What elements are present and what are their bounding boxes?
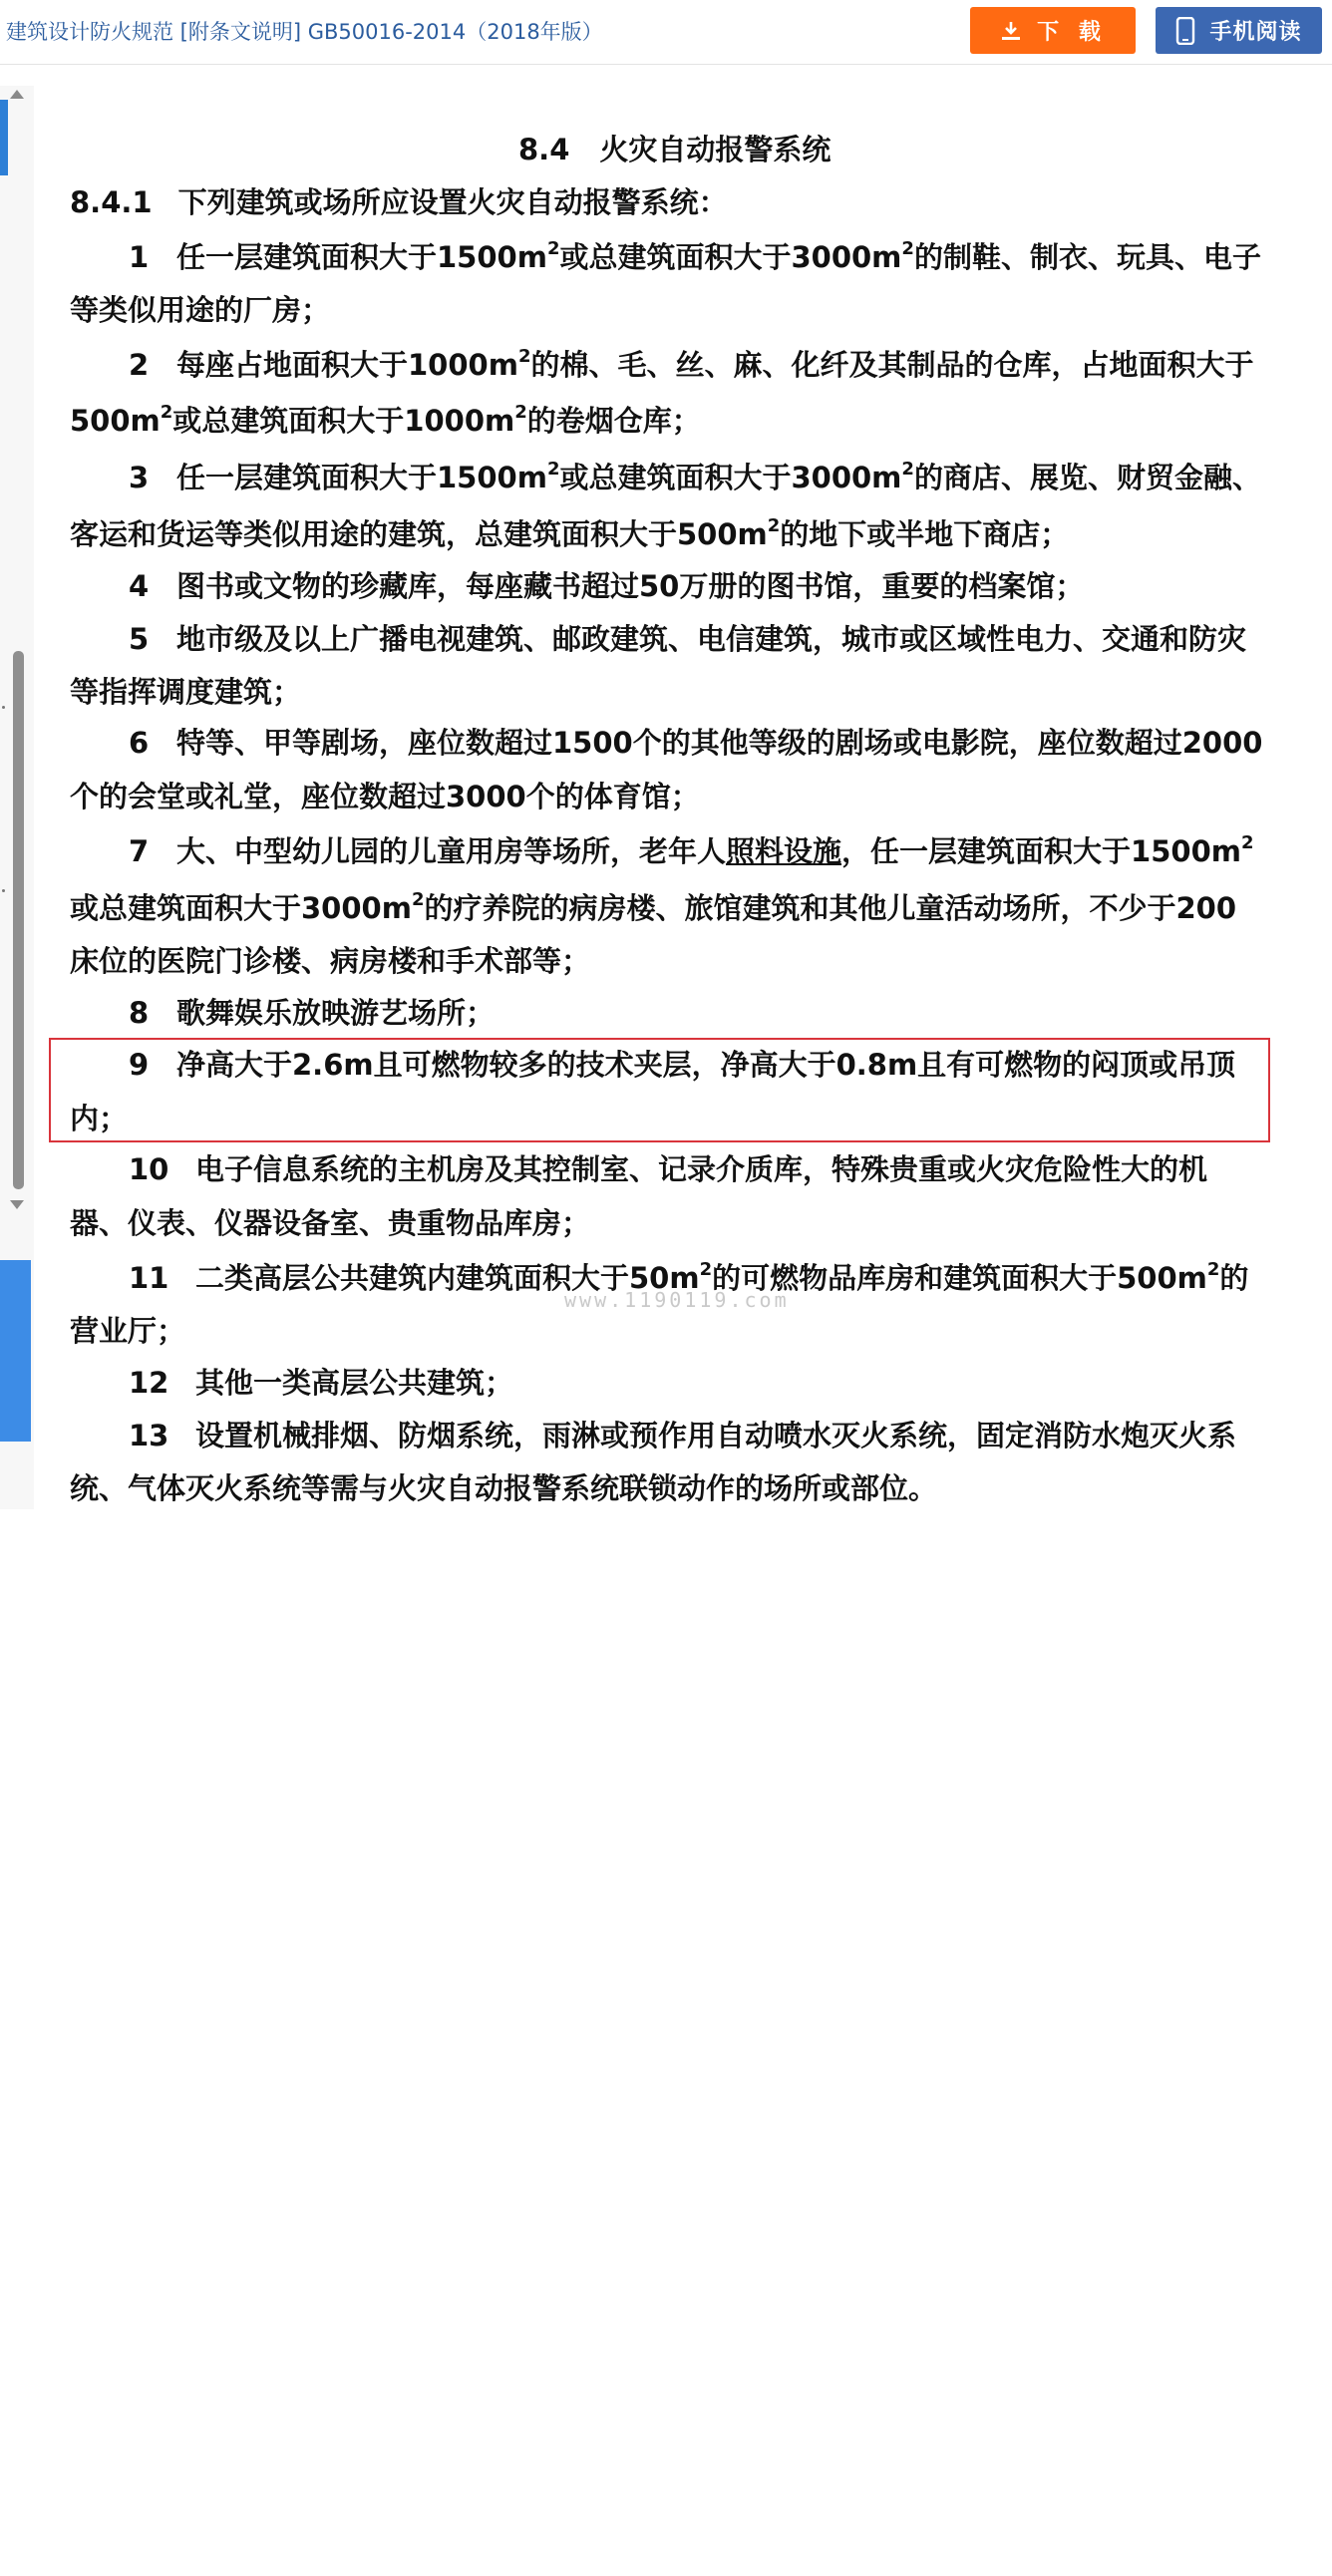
item-5-line-2: 等指挥调度建筑； <box>70 675 302 709</box>
item-text: 或总建筑面积大于3000m <box>70 891 412 925</box>
item-text: 的制鞋、制衣、玩具、电子 <box>913 240 1261 274</box>
item-number: 2 <box>129 348 150 382</box>
item-number: 5 <box>129 622 150 656</box>
item-number: 11 <box>129 1261 169 1295</box>
superscript: 2 <box>699 1259 713 1281</box>
item-text: 图书或文物的珍藏库，每座藏书超过50万册的图书馆，重要的档案馆； <box>176 569 1085 603</box>
superscript: 2 <box>160 402 173 424</box>
item-text: ，任一层建筑面积大于1500m <box>841 834 1241 868</box>
item-10-line-2: 器、仪表、仪器设备室、贵重物品库房； <box>70 1206 591 1240</box>
item-text: 的棉、毛、丝、麻、化纤及其制品的仓库，占地面积大于 <box>530 348 1254 382</box>
care-facility-link[interactable]: 照料设施 <box>726 834 842 868</box>
item-text: 任一层建筑面积大于1500m <box>176 240 547 274</box>
section-title: 火灾自动报警系统 <box>599 133 832 166</box>
clause-text: 下列建筑或场所应设置火灾自动报警系统： <box>177 185 728 219</box>
section-number: 8.4 <box>518 133 570 166</box>
item-number: 9 <box>129 1048 150 1082</box>
superscript: 2 <box>901 238 914 260</box>
clause-heading <box>70 180 728 221</box>
item-number: 4 <box>129 569 150 603</box>
item-7-line-3: 床位的医院门诊楼、病房楼和手术部等； <box>70 944 591 978</box>
item-number: 7 <box>129 834 150 868</box>
item-number: 12 <box>129 1366 169 1400</box>
item-7-line-1 <box>129 831 1254 871</box>
item-text: 歌舞娱乐放映游艺场所； <box>176 996 496 1030</box>
menu-icon <box>4 2554 9 2576</box>
item-text: 大、中型幼儿园的儿童用房等场所，老年人 <box>176 834 727 868</box>
superscript: 2 <box>1240 832 1254 854</box>
item-text: 设置机械排烟、防烟系统，雨淋或预作用自动喷水灭火系统，固定消防水炮灭火系 <box>195 1419 1237 1452</box>
item-6-line-2: 个的会堂或礼堂，座位数超过3000个的体育馆； <box>70 780 700 813</box>
superscript: 2 <box>546 238 560 260</box>
item-11-line-2: 营业厅； <box>70 1314 186 1348</box>
superscript: 2 <box>546 459 560 481</box>
item-text: 的地下或半地下商店； <box>780 517 1070 551</box>
document-title: 建筑设计防火规范 [附条文说明] GB50016-2014（2018年版） <box>6 20 603 44</box>
item-13-line-1 <box>129 1416 1236 1455</box>
superscript: 2 <box>767 515 781 537</box>
item-text: 500m <box>70 404 161 438</box>
item-1-line-2: 等类似用途的厂房； <box>70 293 331 327</box>
item-2-line-2 <box>70 401 701 441</box>
item-9-line-2: 内； <box>70 1102 129 1135</box>
superscript: 2 <box>517 346 531 368</box>
item-text: 的疗养院的病房楼、旅馆建筑和其他儿童活动场所，不少于200 <box>424 891 1237 925</box>
item-1-line-1 <box>129 237 1261 277</box>
item-text: 电子信息系统的主机房及其控制室、记录介质库，特殊贵重或火灾危险性大的机 <box>195 1152 1208 1186</box>
item-10-line-1 <box>129 1149 1207 1189</box>
section-heading <box>518 128 831 168</box>
item-text: 特等、甲等剧场，座位数超过1500个的其他等级的剧场或电影院，座位数超过2000 <box>176 726 1263 760</box>
item-number: 13 <box>129 1419 169 1452</box>
item-text: 或总建筑面积大于3000m <box>559 461 902 494</box>
item-number: 8 <box>129 996 150 1030</box>
download-label: 下 载 <box>1037 20 1107 45</box>
superscript: 2 <box>411 889 425 911</box>
item-2-line-1 <box>129 345 1253 385</box>
item-text: 其他一类高层公共建筑； <box>195 1366 514 1400</box>
item-3-line-2 <box>70 514 1069 554</box>
item-text: 的卷烟仓库； <box>526 404 701 438</box>
watermark: www.1190119.com <box>564 1288 790 1312</box>
item-text: 的 <box>1219 1261 1249 1295</box>
item-text: 任一层建筑面积大于1500m <box>176 461 547 494</box>
item-text: 二类高层公共建筑内建筑面积大于50m <box>195 1261 700 1295</box>
item-text: 地市级及以上广播电视建筑、邮政建筑、电信建筑，城市或区域性电力、交通和防灾 <box>176 622 1247 656</box>
item-number: 6 <box>129 726 150 760</box>
item-text: 或总建筑面积大于1000m <box>172 404 515 438</box>
item-number: 1 <box>129 240 150 274</box>
item-text: 净高大于2.6m且可燃物较多的技术夹层，净高大于0.8m且有可燃物的闷顶或吊顶 <box>176 1048 1236 1082</box>
item-8-line-1 <box>129 993 495 1033</box>
item-number: 3 <box>129 461 150 494</box>
superscript: 2 <box>1206 1259 1220 1281</box>
superscript: 2 <box>514 402 527 424</box>
item-9-line-1 <box>129 1045 1235 1085</box>
item-3-line-1 <box>129 458 1261 497</box>
item-text: 或总建筑面积大于3000m <box>559 240 902 274</box>
item-13-line-2: 统、气体灭火系统等需与火灾自动报警系统联锁动作的场所或部位。 <box>70 1471 938 1505</box>
clause-number: 8.4.1 <box>70 185 153 219</box>
superscript: 2 <box>901 459 914 481</box>
item-text: 客运和货运等类似用途的建筑，总建筑面积大于500m <box>70 517 768 551</box>
item-12-line-1 <box>129 1363 513 1403</box>
item-6-line-1 <box>129 723 1262 763</box>
item-text: 每座占地面积大于1000m <box>176 348 518 382</box>
item-text: 的商店、展览、财贸金融、 <box>913 461 1261 494</box>
item-text: 的可燃物品库房和建筑面积大于500m <box>712 1261 1207 1295</box>
item-5-line-1 <box>129 619 1246 659</box>
item-number: 10 <box>129 1152 169 1186</box>
item-4-line-1 <box>129 566 1084 606</box>
mobile-read-label: 手机阅读 <box>1209 20 1302 45</box>
item-7-line-2 <box>70 888 1236 928</box>
